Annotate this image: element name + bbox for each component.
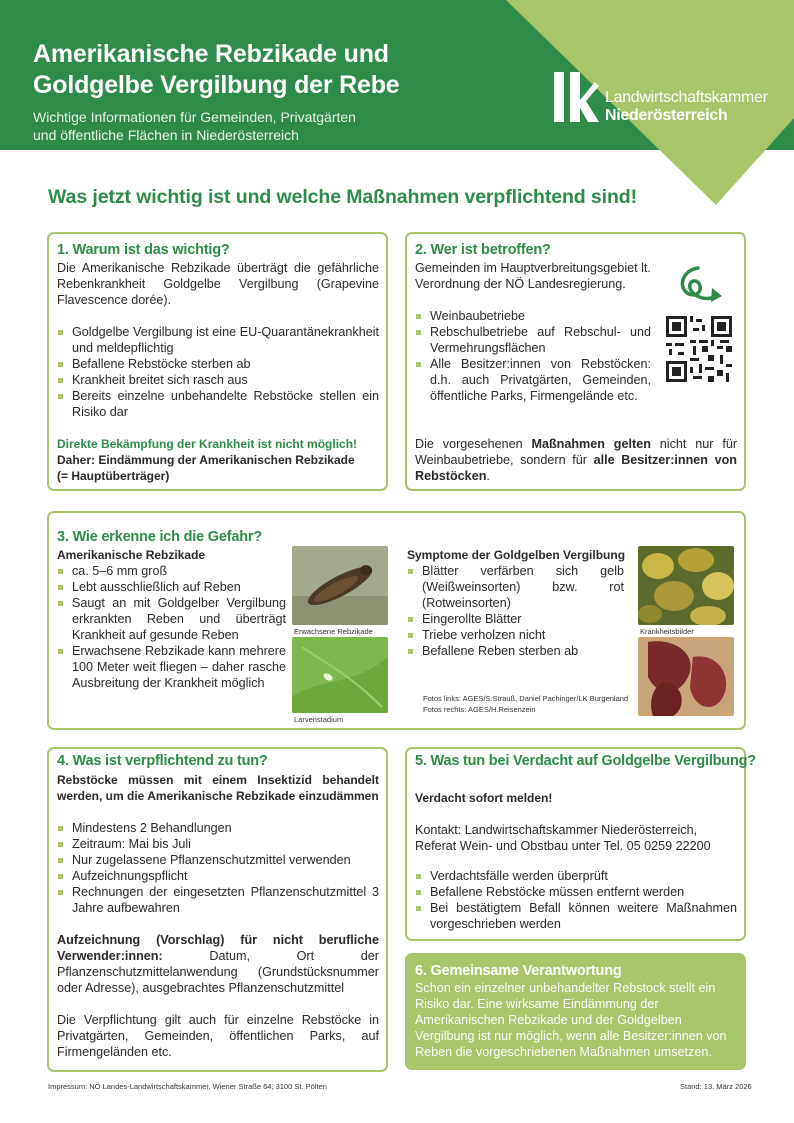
section-1-heading: 1. Warum ist das wichtig? [57, 242, 230, 258]
section-4-record-note [57, 932, 379, 996]
photo-caption: Krankheitsbilder [640, 627, 694, 636]
main-headline: Was jetzt wichtig ist und welche Maßnahmen verpflichtend sind! [48, 186, 637, 208]
list-item: Weinbaubetriebe [415, 308, 651, 324]
section-2-list [415, 308, 651, 404]
list-item: Nur zugelassene Pflanzenschutzmittel verwenden [57, 852, 379, 868]
section-1-conclusion: Daher: Eindämmung der Amerikanischen Rebzikade (= Hauptüberträger) [57, 453, 355, 483]
list-item: Aufzeichnungspflicht [57, 868, 379, 884]
lk-logo-icon [553, 70, 600, 124]
symptoms-title: Symptome der Goldgelben Vergilbung [407, 548, 626, 562]
page-subtitle-line2: und öffentliche Flächen in Niederösterreich [33, 127, 299, 143]
section-6-text: Schon ein einzelner unbehandelter Rebstock stellt ein Risiko dar. Eine wirksame Eindämmung der Amerikanischen Rebzikade und der Goldgelben Vergilbung ist nur möglich, wenn alle Besitzer:innen von Reben die vorgeschriebenen Maßnahmen umsetzen. [415, 981, 727, 1059]
list-item: Befallene Rebstöcke sterben ab [57, 356, 379, 372]
larva-photo [292, 637, 388, 713]
section-4-scope: Die Verpflichtung gilt auch für einzelne Rebstöcke in Privatgärten, Gemeinden, öffentlichen Parks, auf Firmengeländen etc. [57, 1013, 379, 1059]
record-text: Datum, Ort der Pflanzenschutzmittelanwendung (Grundstücksnummer oder Adresse), ausgebrachtes Pflanzenschutzmittel [57, 949, 379, 995]
section-1-intro: Die Amerikanische Rebzikade überträgt die gefährliche Rebenkrankheit Goldgelbe Vergilbung (Grapevine Flavescence dorée). [57, 261, 379, 307]
section-4-intro: Rebstöcke müssen mit einem Insektizid behandelt werden, um die Amerikanische Rebzikade einzudämmen [57, 773, 379, 803]
list-item: Saugt an mit Goldgelber Vergilbung erkrankten Reben und überträgt Krankheit auf gesunde Reben [57, 595, 286, 643]
list-item: Triebe verholzen nicht [407, 627, 624, 643]
section-2-heading: 2. Wer ist betroffen? [415, 242, 551, 258]
qr-code-icon[interactable] [666, 316, 732, 382]
closing-text: nicht nur für Weinbaubetriebe, sondern für [415, 437, 738, 467]
list-item: Zeitraum: Mai bis Juli [57, 836, 379, 852]
page-title-line2: Goldgelbe Vergilbung der Rebe [33, 71, 400, 99]
section-5-heading: 5. Was tun bei Verdacht auf Goldgelbe Vergilbung? [415, 753, 756, 769]
closing-text: Die vorgesehenen [415, 437, 532, 451]
section-5-list [415, 868, 737, 932]
photo-credits-line2: Fotos rechts: AGES/H.Reisenzein [423, 705, 536, 714]
contact-info: Kontakt: Landwirtschaftskammer Niederösterreich, Referat Wein- und Obstbau unter Tel. 05 0259 22200 [415, 823, 711, 853]
closing-emphasis: Maßnahmen gelten [531, 437, 651, 451]
section-2-intro: Gemeinden im Hauptverbreitungsgebiet lt. Verordnung der NÖ Landesregierung. [415, 261, 651, 291]
record-label: Aufzeichnung (Vorschlag) für nicht berufliche Verwender:innen: [57, 933, 379, 963]
section-6-heading: 6. Gemeinsame Verantwortung [415, 963, 622, 979]
list-item: Goldgelbe Vergilbung ist eine EU-Quarantänekrankheit und meldepflichtig [57, 324, 379, 356]
list-item: Rebschulbetriebe auf Rebschul- und Vermehrungsflächen [415, 324, 651, 356]
photo-credits-line1: Fotos links: AGES/S.Strauß, Daniel Pachinger/LK Burgenland [423, 694, 629, 703]
section-1-warning: Direkte Bekämpfung der Krankheit ist nicht möglich! [57, 437, 358, 451]
adult-leafhopper-photo [292, 546, 388, 625]
page-subtitle-line1: Wichtige Informationen für Gemeinden, Privatgärten [33, 109, 356, 125]
report-instruction: Verdacht sofort melden! [415, 791, 553, 805]
list-item: Krankheit breitet sich rasch aus [57, 372, 379, 388]
curved-arrow-icon [676, 262, 728, 310]
red-leaves-photo [638, 637, 734, 716]
section-2-closing [415, 436, 737, 484]
photo-caption: Erwachsene Rebzikade [294, 627, 373, 636]
list-item: Erwachsene Rebzikade kann mehrere 100 Meter weit fliegen – daher rasche Ausbreitung der Krankheit möglich [57, 643, 286, 691]
section-4-heading: 4. Was ist verpflichtend zu tun? [57, 753, 268, 769]
logo-text-line1: Landwirtschaftskammer [605, 89, 768, 106]
list-item: Eingerollte Blätter [407, 611, 624, 627]
list-item: Alle Besitzer:innen von Rebstöcken: d.h. auch Privatgärten, Gemeinden, öffentliche Parks, Firmengelände etc. [415, 356, 651, 404]
logo-text-line2: Niederösterreich [605, 107, 728, 124]
list-item: Bereits einzelne unbehandelte Rebstöcke stellen ein Risiko dar [57, 388, 379, 420]
list-item: Lebt ausschließlich auf Reben [57, 579, 286, 595]
section-4-list [57, 820, 379, 916]
list-item: Blätter verfärben sich gelb (Weißweinsorten) bzw. rot (Rotweinsorten) [407, 563, 624, 611]
footer-status: Stand: 13. März 2026 [680, 1082, 752, 1091]
section-1-list [57, 324, 379, 420]
section-6-box [405, 953, 746, 1070]
yellow-leaves-photo [638, 546, 734, 625]
closing-emphasis: alle Besitzer:innen von Rebstöcken [415, 453, 737, 483]
section-3-heading: 3. Wie erkenne ich die Gefahr? [57, 529, 262, 545]
page-title-line1: Amerikanische Rebzikade und [33, 40, 389, 68]
list-item: ca. 5–6 mm groß [57, 563, 286, 579]
list-item: Befallene Rebstöcke müssen entfernt werden [415, 884, 737, 900]
photo-caption: Larvenstadium [294, 715, 344, 724]
footer-imprint: Impressum: NÖ Landes-Landwirtschaftskammer, Wiener Straße 64, 3100 St. Pölten [48, 1082, 327, 1091]
closing-text: . [486, 469, 490, 483]
list-item: Mindestens 2 Behandlungen [57, 820, 379, 836]
insect-title: Amerikanische Rebzikade [57, 548, 206, 562]
insect-list [57, 563, 286, 691]
list-item: Rechnungen der eingesetzten Pflanzenschutzmittel 3 Jahre aufbewahren [57, 884, 379, 916]
list-item: Befallene Reben sterben ab [407, 643, 624, 659]
list-item: Verdachtsfälle werden überprüft [415, 868, 737, 884]
symptoms-list [407, 563, 624, 659]
list-item: Bei bestätigtem Befall können weitere Maßnahmen vorgeschrieben werden [415, 900, 737, 932]
